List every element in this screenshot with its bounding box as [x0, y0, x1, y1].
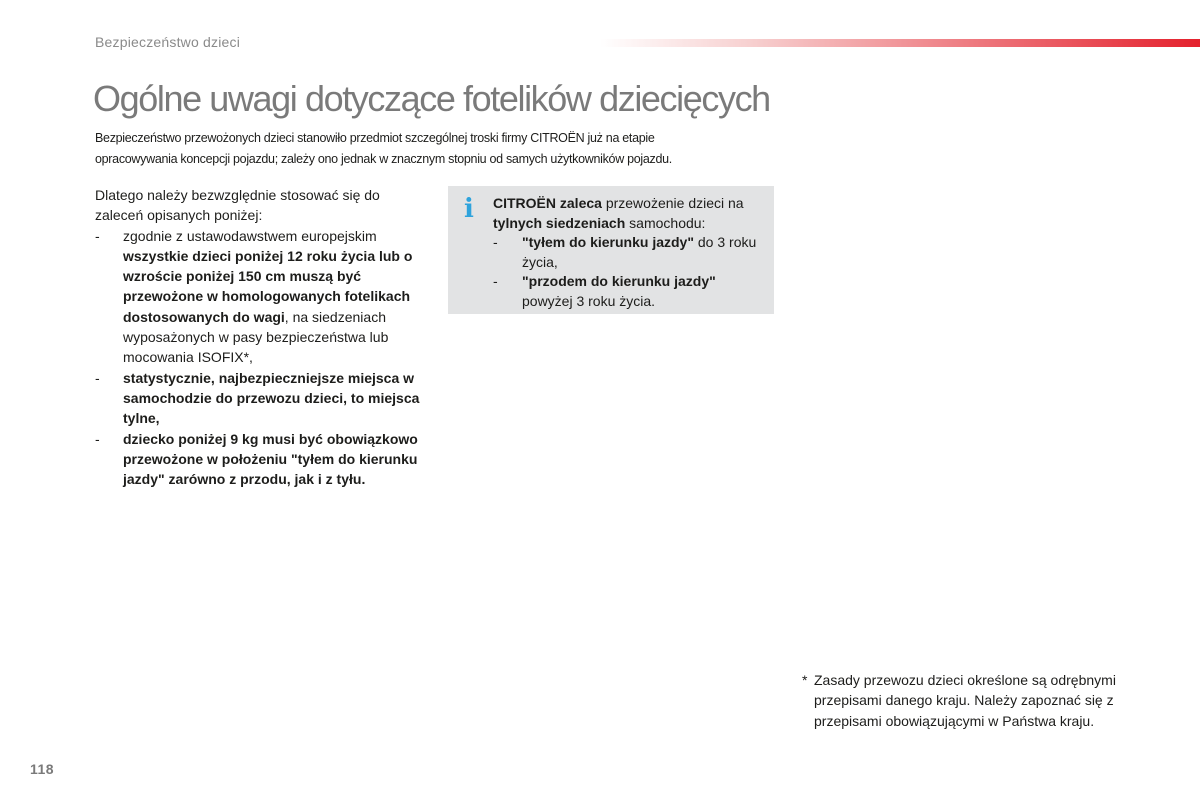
list-item	[95, 368, 425, 429]
rear-seats-emphasis: tylnych siedzeniach	[493, 214, 626, 231]
item-emphasis: "przodem do kierunku jazdy"	[522, 273, 716, 289]
intro-line: opracowywania koncepcji pojazdu; zależy ono jednak w znacznym stopniu od samych użytkowników pojazdu.	[95, 151, 672, 166]
item-emphasis: dziecko poniżej 9 kg musi być obowiązkowo przewożone w położeniu "tyłem do kierunku jazdy" zarówno z przodu, jak i z tyłu.	[123, 430, 418, 488]
recommendations-lead: Dlatego należy bezwzględnie stosować się do zaleceń opisanych poniżej:	[95, 187, 380, 224]
recommendations-list	[95, 226, 425, 490]
item-text: do 3 roku życia,	[522, 234, 757, 270]
info-icon: i	[464, 194, 474, 224]
list-item	[95, 226, 425, 368]
info-lead-text: samochodu:	[625, 214, 706, 231]
item-emphasis: "tyłem do kierunku jazdy"	[522, 234, 694, 250]
list-item	[493, 233, 763, 272]
section-title: Bezpieczeństwo dzieci	[95, 34, 241, 50]
list-item	[493, 272, 763, 311]
item-text: , na siedzeniach wyposażonych w pasy bezpieczeństwa lub mocowania ISOFIX*,	[123, 308, 389, 366]
page-number: 118	[30, 761, 55, 777]
footnote	[802, 670, 1122, 731]
item-text: powyżej 3 roku życia.	[522, 292, 656, 309]
brand-recommendation: CITROËN zaleca	[493, 195, 602, 211]
intro-line: Bezpieczeństwo przewożonych dzieci stanowiło przedmiot szczególnej troski firmy CITROËN już na etapie	[95, 131, 655, 145]
header-accent-bar	[600, 39, 1200, 47]
info-lead-text: przewożenie dzieci na	[601, 195, 744, 211]
item-emphasis: wszystkie dzieci poniżej 12 roku życia lub o wzroście poniżej 150 cm muszą być przewożone w homologowanych fotelikach dostosowanych do wagi	[123, 247, 413, 325]
page-title: Ogólne uwagi dotyczące fotelików dziecięcych	[93, 78, 770, 119]
recommendations-column	[95, 185, 425, 489]
dash-marker: -	[95, 430, 100, 447]
info-list	[493, 233, 763, 311]
item-emphasis: statystycznie, najbezpieczniejsze miejsca w samochodzie do przewozu dzieci, to miejsca tylne,	[123, 369, 420, 427]
list-item	[95, 429, 425, 490]
footnote-text: Zasady przewozu dzieci określone są odrębnymi przepisami danego kraju. Należy zapoznać się z przepisami obowiązującymi w Państwa kraju.	[814, 672, 1116, 729]
info-lead	[493, 194, 763, 233]
dash-marker: -	[493, 234, 498, 250]
dash-marker: -	[95, 227, 100, 244]
item-text: zgodnie z ustawodawstwem europejskim	[123, 227, 377, 244]
footnote-marker: *	[802, 672, 808, 688]
dash-marker: -	[493, 273, 498, 289]
info-box	[448, 186, 774, 314]
info-text	[493, 194, 763, 311]
dash-marker: -	[95, 369, 100, 386]
intro-paragraph	[95, 128, 795, 169]
